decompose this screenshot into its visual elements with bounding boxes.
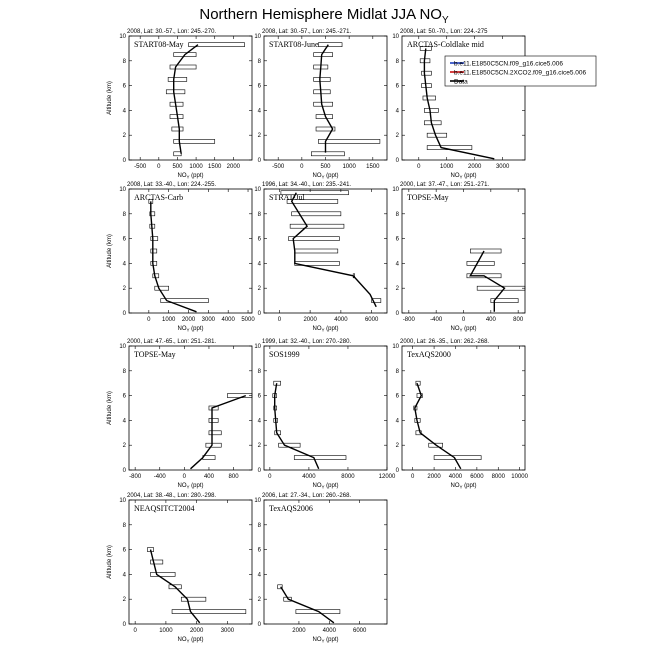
x-tick-label: 1500: [208, 164, 222, 170]
panel-label: NEAQSITCT2004: [134, 504, 195, 513]
panel-label: START08-June: [269, 40, 319, 49]
data-range-box: [172, 610, 246, 614]
x-tick-label: 4000: [448, 474, 463, 480]
y-tick-label: 6: [257, 83, 261, 90]
data-range-box: [151, 249, 157, 253]
data-range-box: [168, 77, 187, 81]
plot-frame: [129, 36, 252, 160]
panel-2: [254, 29, 387, 180]
data-range-box: [434, 456, 481, 460]
y-axis-label: Altitude (km): [107, 81, 113, 115]
data-range-box: [289, 237, 340, 241]
y-tick-label: 8: [122, 522, 126, 529]
plot-frame: [129, 500, 252, 624]
data-range-box: [423, 96, 436, 100]
y-tick-label: 4: [122, 572, 126, 579]
data-profile-line: [320, 45, 333, 153]
panel-8: [254, 339, 396, 490]
y-tick-label: 0: [122, 158, 126, 164]
y-tick-label: 4: [395, 108, 399, 115]
y-tick-label: 2: [395, 286, 399, 293]
data-range-box: [318, 139, 380, 143]
x-tick-label: 4000: [322, 628, 336, 634]
data-range-box: [151, 237, 158, 241]
x-tick-label: 0: [133, 628, 137, 634]
data-profile-line: [292, 193, 377, 307]
panel-4: [107, 182, 255, 333]
y-tick-label: 2: [122, 597, 126, 604]
y-tick-label: 6: [122, 83, 126, 90]
y-tick-label: 0: [257, 468, 261, 474]
y-tick-label: 2: [257, 443, 261, 450]
panel-11: [254, 493, 387, 644]
data-profile-line: [281, 587, 334, 623]
x-tick-label: 0: [157, 164, 161, 170]
data-range-box: [209, 418, 218, 422]
x-axis-label: $NO_Y$ (ppt): [177, 483, 204, 490]
x-tick-label: -400: [153, 474, 166, 480]
x-tick-label: 3000: [201, 317, 216, 323]
data-range-box: [295, 249, 338, 253]
x-tick-label: 3000: [495, 164, 510, 170]
panel-header: 2004, Lat: 38.-48., Lon: 280.-298.: [127, 493, 217, 499]
x-axis-label: $NO_Y$ (ppt): [450, 483, 477, 490]
x-axis-label: $NO_Y$ (ppt): [450, 326, 477, 333]
y-tick-label: 6: [395, 83, 399, 90]
y-axis-label: Altitude (km): [107, 391, 113, 425]
panel-label: ARCTAS-Coldlake mid: [407, 40, 484, 49]
panel-label: START08-May: [134, 40, 184, 49]
panel-5: [254, 182, 387, 333]
panel-header: 2008, Lat: 30.-57., Lon: 245.-271.: [262, 29, 352, 35]
y-tick-label: 6: [122, 547, 126, 554]
x-tick-label: -400: [430, 317, 443, 323]
y-tick-label: 10: [392, 187, 399, 193]
data-range-box: [227, 394, 252, 398]
y-tick-label: 8: [122, 58, 126, 65]
plot-frame: [129, 189, 252, 313]
y-tick-label: 0: [122, 622, 126, 628]
x-tick-label: 0: [147, 317, 151, 323]
data-range-box: [314, 102, 333, 106]
legend-label: b.e11.E1850C5CN.2XCO2.f09_g16.cice5.006: [454, 69, 587, 77]
y-tick-label: 6: [257, 236, 261, 243]
x-tick-label: 6000: [352, 628, 367, 634]
data-range-box: [209, 431, 221, 435]
panel-3: [392, 29, 525, 180]
y-tick-label: 10: [119, 187, 126, 193]
y-tick-label: 4: [257, 108, 261, 115]
data-range-box: [206, 443, 221, 447]
y-tick-label: 8: [395, 58, 399, 65]
x-axis-label: $NO_Y$ (ppt): [312, 326, 339, 333]
x-tick-label: 2000: [303, 317, 317, 323]
y-tick-label: 4: [122, 261, 126, 268]
y-tick-label: 0: [395, 311, 399, 317]
x-tick-label: 0: [411, 474, 415, 480]
x-tick-label: 800: [513, 317, 524, 323]
x-tick-label: 2000: [181, 317, 196, 323]
x-tick-label: 8000: [491, 474, 505, 480]
y-tick-label: 2: [395, 133, 399, 140]
y-tick-label: 8: [257, 522, 261, 529]
y-tick-label: 0: [257, 158, 261, 164]
panel-header: 2006, Lat: 27.-34., Lon: 260.-268.: [262, 493, 352, 499]
panel-header: 1999, Lat: 32.-40., Lon: 270.-280.: [262, 339, 352, 345]
x-tick-label: -500: [272, 164, 285, 170]
y-tick-label: 0: [257, 311, 261, 317]
y-tick-label: 4: [257, 418, 261, 425]
panel-6: [392, 182, 525, 333]
data-range-box: [174, 152, 181, 156]
y-tick-label: 6: [257, 393, 261, 400]
data-profile-line: [151, 550, 200, 623]
plot-frame: [264, 346, 387, 470]
x-tick-label: 10000: [511, 474, 528, 480]
panel-label: STRAT-Jul: [269, 193, 305, 202]
y-tick-label: 2: [257, 286, 261, 293]
y-tick-label: 6: [257, 547, 261, 554]
x-tick-label: 1000: [161, 317, 176, 323]
y-tick-label: 8: [122, 368, 126, 375]
x-tick-label: 3000: [220, 628, 235, 634]
x-tick-label: 0: [277, 317, 282, 323]
x-tick-label: 2000: [189, 628, 204, 634]
y-tick-label: 10: [254, 344, 261, 350]
panel-7: [107, 339, 252, 490]
data-profile-line: [151, 201, 197, 311]
y-tick-label: 4: [122, 108, 126, 115]
panel-9: [392, 339, 528, 490]
x-tick-label: -800: [129, 474, 142, 480]
y-tick-label: 0: [395, 468, 399, 474]
panel-label: TOPSE-May: [407, 193, 449, 202]
x-tick-label: 6000: [364, 317, 379, 323]
data-range-box: [290, 224, 344, 228]
x-tick-label: 5000: [241, 317, 255, 323]
x-tick-label: 0: [268, 474, 272, 480]
x-tick-label: 500: [172, 164, 183, 170]
y-tick-label: 4: [257, 261, 261, 268]
legend-label: Data: [454, 78, 468, 86]
x-tick-label: 2000: [226, 164, 241, 170]
plot-frame: [402, 36, 525, 160]
x-tick-label: 2000: [292, 628, 306, 634]
x-tick-label: -500: [134, 164, 147, 170]
panel-label: TexAQS2006: [269, 504, 313, 513]
data-range-box: [294, 456, 346, 460]
y-axis-label: Altitude (km): [107, 545, 113, 579]
x-tick-label: 2000: [427, 474, 441, 480]
plot-frame: [264, 189, 387, 313]
y-tick-label: 10: [254, 34, 261, 40]
y-tick-label: 4: [257, 572, 261, 579]
data-profile-line: [174, 45, 198, 154]
x-tick-label: 12000: [378, 474, 396, 480]
data-range-box: [170, 102, 183, 106]
figure-title-subscript: Y: [441, 15, 449, 26]
y-tick-label: 4: [395, 261, 399, 268]
data-range-box: [427, 133, 447, 137]
y-axis-label: Altitude (km): [107, 234, 113, 268]
y-tick-label: 6: [395, 393, 399, 400]
plot-frame: [129, 346, 252, 470]
data-range-box: [422, 71, 432, 75]
y-tick-label: 8: [257, 58, 261, 65]
panel-label: TOPSE-May: [134, 350, 176, 359]
y-tick-label: 10: [119, 34, 126, 40]
x-axis-label: $NO_Y$ (ppt): [312, 483, 339, 490]
data-profile-line: [415, 383, 461, 469]
x-tick-label: 4000: [334, 317, 348, 323]
y-tick-label: 10: [392, 344, 399, 350]
x-tick-label: 4000: [302, 474, 316, 480]
data-range-box: [316, 115, 333, 119]
panel-10: [107, 493, 252, 644]
x-axis-label: $NO_Y$ (ppt): [177, 173, 204, 180]
data-range-box: [424, 108, 438, 112]
panel-label: SOS1999: [269, 350, 300, 359]
y-tick-label: 0: [122, 311, 126, 317]
y-tick-label: 6: [122, 393, 126, 400]
x-tick-label: 400: [485, 317, 496, 323]
data-profile-line: [275, 383, 319, 469]
legend-label: b.e11.E1850C5CN.f09_g16.cice5.006: [454, 60, 564, 68]
x-tick-label: 8000: [341, 474, 355, 480]
y-tick-label: 10: [119, 344, 126, 350]
panel-1: [107, 29, 252, 180]
y-tick-label: 10: [119, 498, 126, 504]
panel-header: 1996, Lat: 34.-40., Lon: 235.-241.: [262, 182, 352, 188]
x-tick-label: 400: [203, 474, 214, 480]
data-range-box: [314, 90, 331, 94]
data-range-box: [318, 43, 342, 47]
plot-frame: [264, 500, 387, 624]
x-tick-label: 500: [320, 164, 331, 170]
y-tick-label: 10: [254, 187, 261, 193]
x-axis-label: $NO_Y$ (ppt): [312, 637, 339, 644]
panel-header: 2008, Lat: 50.-70., Lon: 224.-275: [400, 29, 488, 35]
x-tick-label: 800: [228, 474, 239, 480]
data-range-box: [314, 77, 331, 81]
y-tick-label: 4: [395, 418, 399, 425]
data-range-box: [170, 115, 183, 119]
data-range-box: [172, 127, 183, 131]
x-axis-label: $NO_Y$ (ppt): [450, 173, 477, 180]
panel-header: 2008, Lat: 30.-57., Lon: 245.-270.: [127, 29, 217, 35]
y-tick-label: 8: [257, 368, 261, 375]
panel-label: ARCTAS-Carb: [134, 193, 184, 202]
panel-header: 2000, Lat: 47.-65., Lon: 251.-281.: [127, 339, 217, 345]
data-range-box: [170, 65, 196, 69]
y-tick-label: 2: [122, 286, 126, 293]
plot-frame: [402, 346, 525, 470]
x-tick-label: 0: [300, 164, 304, 170]
y-tick-label: 8: [395, 368, 399, 375]
y-tick-label: 6: [395, 236, 399, 243]
plot-frame: [402, 189, 525, 313]
panel-header: 2000, Lat: 37.-47., Lon: 251.-271.: [400, 182, 490, 188]
y-tick-label: 10: [254, 498, 261, 504]
y-tick-label: 2: [395, 443, 399, 450]
x-tick-label: 1000: [440, 164, 454, 170]
x-tick-label: 1000: [189, 164, 203, 170]
data-range-box: [151, 560, 163, 564]
y-tick-label: 0: [257, 622, 261, 628]
data-range-box: [470, 249, 501, 253]
x-tick-label: 1500: [366, 164, 380, 170]
data-range-box: [467, 261, 494, 265]
x-axis-label: $NO_Y$ (ppt): [177, 637, 204, 644]
x-tick-label: 0: [461, 317, 466, 323]
panel-header: 2008, Lat: 33.-40., Lon: 224.-255.: [127, 182, 217, 188]
x-tick-label: 0: [182, 474, 187, 480]
data-range-box: [155, 286, 169, 290]
legend: [445, 56, 596, 86]
y-tick-label: 2: [257, 133, 261, 140]
data-range-box: [424, 121, 441, 125]
data-range-box: [311, 152, 344, 156]
x-axis-label: $NO_Y$ (ppt): [177, 326, 204, 333]
data-range-box: [181, 597, 206, 601]
figure-title-text: Northern Hemisphere Midlat JJA NO: [199, 6, 442, 23]
y-tick-label: 8: [122, 211, 126, 218]
data-range-box: [151, 261, 157, 265]
x-tick-label: 4000: [221, 317, 235, 323]
y-tick-label: 2: [122, 443, 126, 450]
x-axis-label: $NO_Y$ (ppt): [312, 173, 339, 180]
y-tick-label: 10: [392, 34, 399, 40]
x-tick-label: 6000: [470, 474, 484, 480]
x-tick-label: -800: [402, 317, 415, 323]
y-tick-label: 6: [122, 236, 126, 243]
y-tick-label: 8: [395, 211, 399, 218]
x-tick-label: 2000: [468, 164, 482, 170]
panel-header: 2000, Lat: 26.-35., Lon: 262.-268.: [400, 339, 490, 345]
x-tick-label: 1000: [159, 628, 173, 634]
y-tick-label: 4: [122, 418, 126, 425]
y-tick-label: 8: [257, 211, 261, 218]
y-tick-label: 2: [122, 133, 126, 140]
y-tick-label: 2: [257, 597, 261, 604]
x-tick-label: 0: [417, 164, 421, 170]
y-tick-label: 0: [395, 158, 399, 164]
data-range-box: [151, 572, 176, 576]
x-tick-label: 1000: [342, 164, 356, 170]
y-tick-label: 0: [122, 468, 126, 474]
data-range-box: [166, 90, 185, 94]
panel-label: TexAQS2000: [407, 350, 451, 359]
